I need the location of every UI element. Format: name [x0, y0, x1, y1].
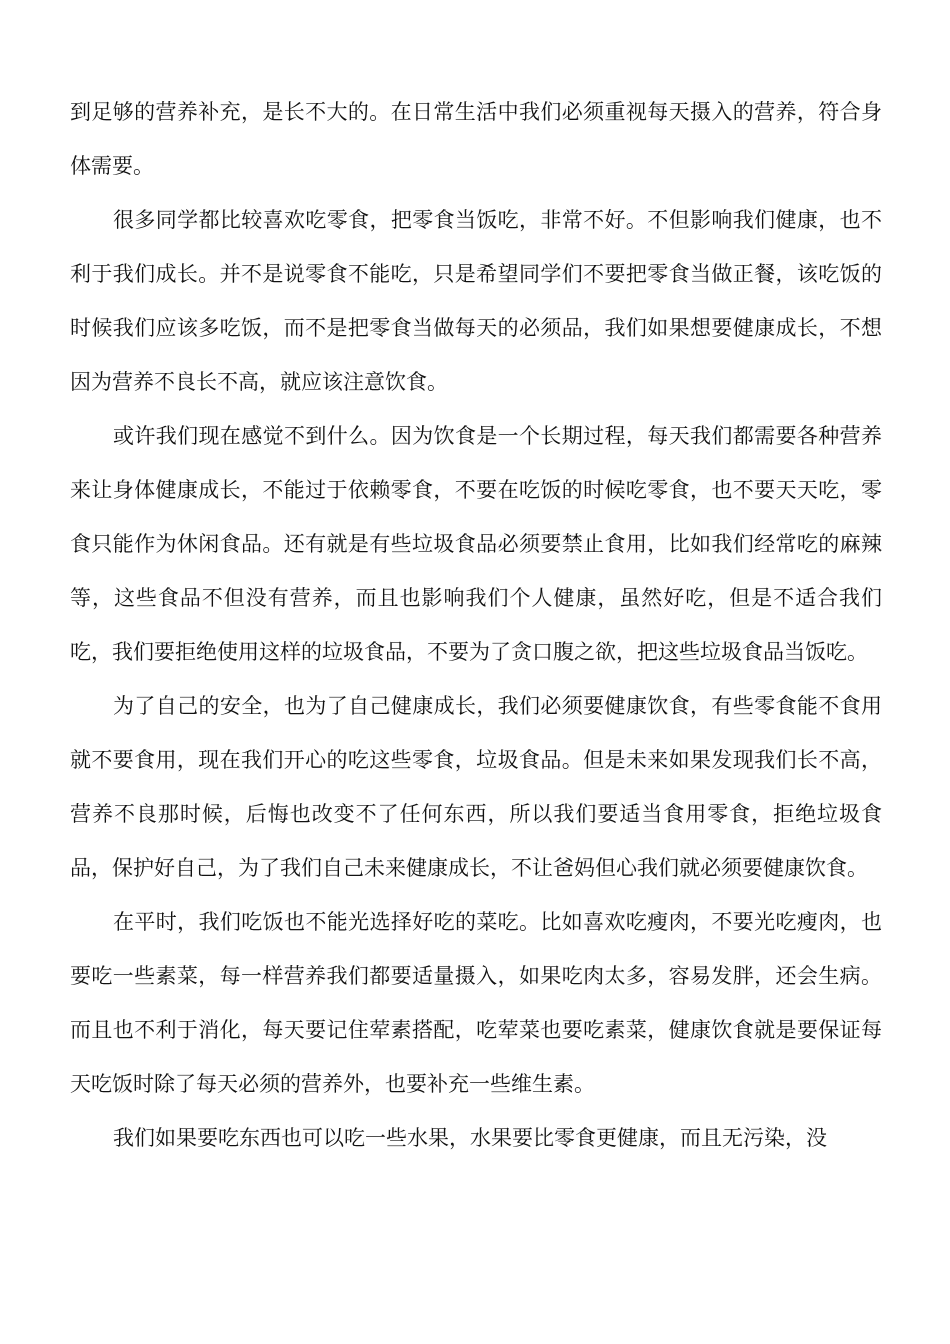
paragraph-continued: 到足够的营养补充，是长不大的。在日常生活中我们必须重视每天摄入的营养，符合身体需要。 — [70, 100, 882, 178]
paragraph-snacks-habit: 很多同学都比较喜欢吃零食，把零食当饭吃，非常不好。不但影响我们健康，也不利于我们成长。并不是说零食不能吃，只是希望同学们不要把零食当做正餐，该吃饭的时候我们应该多吃饭，而不是把零食当做每天的必须品，我们如果想要健康成长，不想因为营养不良长不高，就应该注意饮食。 — [70, 208, 882, 394]
document-body — [70, 85, 882, 1165]
paragraph-safety-health: 为了自己的安全，也为了自己健康成长，我们必须要健康饮食，有些零食能不食用就不要食用，现在我们开心的吃这些零食，垃圾食品。但是未来如果发现我们长不高，营养不良那时候，后悔也改变不了任何东西，所以我们要适当食用零食，拒绝垃圾食品，保护好自己，为了我们自己未来健康成长，不让爸妈但心我们就必须要健康饮食。 — [70, 694, 882, 880]
paragraph-fruit: 我们如果要吃东西也可以吃一些水果，水果要比零食更健康，而且无污染，没 — [113, 1126, 827, 1150]
paragraph-balanced-meals: 在平时，我们吃饭也不能光选择好吃的菜吃。比如喜欢吃瘦肉，不要光吃瘦肉，也要吃一些素菜，每一样营养我们都要适量摄入，如果吃肉太多，容易发胖，还会生病。而且也不利于消化，每天要记住荤素搭配，吃荤菜也要吃素菜，健康饮食就是要保证每天吃饭时除了每天必须的营养外，也要补充一些维生素。 — [70, 910, 882, 1096]
paragraph-long-term-diet: 或许我们现在感觉不到什么。因为饮食是一个长期过程，每天我们都需要各种营养来让身体健康成长，不能过于依赖零食，不要在吃饭的时候吃零食，也不要天天吃，零食只能作为休闲食品。还有就是有些垃圾食品必须要禁止食用，比如我们经常吃的麻辣等，这些食品不但没有营养，而且也影响我们个人健康，虽然好吃，但是不适合我们吃，我们要拒绝使用这样的垃圾食品，不要为了贪口腹之欲，把这些垃圾食品当饭吃。 — [70, 424, 882, 664]
